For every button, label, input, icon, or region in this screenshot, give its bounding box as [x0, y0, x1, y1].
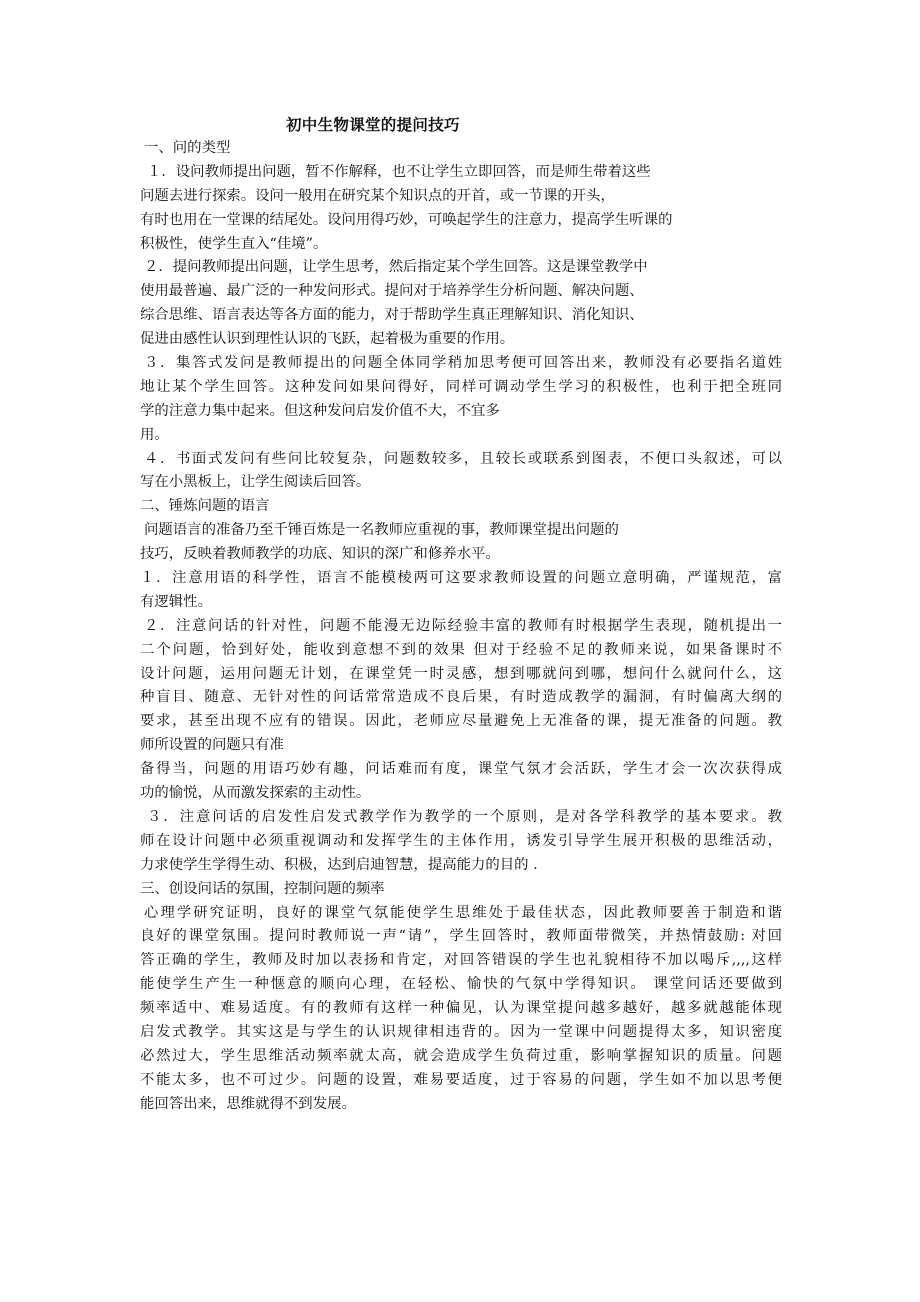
text-line: 功的愉悦，从而激发探索的主动性。: [140, 785, 371, 802]
text-line: 要求，甚至出现不应有的错误。因此，老师应尽量避免上无准备的课，提无准备的问题。教: [140, 713, 782, 730]
text-line: ２．注意问话的针对性，问题不能漫无边际经验丰富的教师有时根据学生表现，随机提出一: [144, 617, 782, 634]
text-line: 必然过大，学生思维活动频率就太高，就会造成学生负荷过重，影响掌握知识的质量。问题: [140, 1047, 782, 1064]
text-line: 备得当，问题的用语巧妙有趣，问话难而有度，课堂气氛才会活跃，学生才会一次次获得成: [140, 761, 782, 778]
text-line: 综合思维、语言表达等各方面的能力，对于帮助学生真正理解知识、消化知识、: [140, 307, 644, 324]
text-line: 地让某个学生回答。这种发问如果问得好，同样可调动学生学习的积极性，也利于把全班同: [140, 378, 782, 395]
text-line: 学的注意力集中起来。但这种发问启发价值不大，不宜多: [140, 402, 500, 419]
text-line: 问题去进行探索。设问一般用在研究某个知识点的开首，或一节课的开头，: [140, 187, 615, 204]
text-line: 设计问题，运用问题无计划，在课堂凭一时灵感，想到哪就问到哪，想问什么就问什么，这: [140, 665, 782, 682]
text-line: 能使学生产生一种惬意的顺向心理，在轻松、愉快的气氛中学得知识。 课堂问话还要做到: [140, 976, 782, 993]
text-line: 有时也用在一堂课的结尾处。设问用得巧妙，可唤起学生的注意力，提高学生听课的: [140, 211, 673, 228]
text-line: １．设问教师提出问题，暂不作解释，也不让学生立即回答，而是师生带着这些: [147, 163, 651, 180]
text-line: 二个问题，恰到好处，能收到意想不到的效果 但对于经验不足的教师来说，如果备课时不: [140, 641, 782, 658]
text-line: 良好的课堂氛围。提问时教师说一声“请”，学生回答时，教师面带微笑，并热情鼓励: 对回: [140, 928, 782, 945]
text-line: ２．提问教师提出问题，让学生思考，然后指定某个学生回答。这是课堂教学中: [144, 259, 648, 276]
text-line: 启发式教学。其实这是与学生的认识规律相违背的。因为一堂课中问题提得太多，知识密度: [140, 1023, 782, 1040]
text-line: 二、锤炼问题的语言: [140, 498, 270, 515]
text-line: 频率适中、难易适度。有的教师有这样一种偏见，认为课堂提问越多越好，越多就越能体现: [140, 1000, 782, 1017]
text-line: 不能太多，也不可过少。问题的设置，难易要适度，过于容易的问题，学生如不加以思考便: [140, 1071, 782, 1088]
text-line: 心理学研究证明，良好的课堂气氛能使学生思维处于最佳状态，因此教师要善于制造和谐: [144, 904, 782, 921]
text-line: ４．书面式发问有些问比较复杂，问题数较多，且较长或联系到图表，不便口头叙述，可以: [144, 450, 782, 467]
document-title: 初中生物课堂的提问技巧: [286, 115, 460, 134]
text-line: ３．注意问话的启发性启发式教学作为教学的一个原则，是对各学科教学的基本要求。教: [147, 808, 782, 825]
text-line: ３．集答式发问是教师提出的问题全体同学稍加思考便可回答出来，教师没有必要指名道姓: [144, 355, 782, 372]
text-line: 答正确的学生，教师及时加以表扬和肯定，对回答错误的学生也礼貌相待不加以喝斥,,,,这样: [140, 952, 782, 969]
text-line: 能回答出来，思维就得不到发展。: [140, 1095, 356, 1112]
text-line: 三、创设问话的氛围，控制问题的频率: [140, 880, 385, 897]
text-line: 种盲目、随意、无针对性的问话常常造成不良后果，有时造成教学的漏洞，有时偏离大纲的: [140, 689, 782, 706]
document-body: [140, 137, 782, 1117]
text-line: 用。: [140, 426, 169, 443]
text-line: 积极性，使学生直入“佳境”。: [140, 235, 328, 252]
text-line: 一、问的类型: [144, 140, 231, 156]
text-line: 使用最普遍、最广泛的一种发问形式。提问对于培养学生分析问题、解决问题、: [140, 283, 644, 300]
text-line: 有逻辑性。: [140, 593, 212, 610]
text-line: 师所设置的问题只有准: [140, 737, 284, 754]
text-line: 技巧，反映着教师教学的功底、知识的深广和修养水平。: [140, 546, 500, 563]
text-line: 力求使学生学得生动、积极，达到启迪智慧，提高能力的目的 .: [140, 856, 538, 873]
text-line: 促进由感性认识到理性认识的飞跃，起着极为重要的作用。: [140, 331, 515, 348]
text-line: 写在小黑板上，让学生阅读后回答。: [140, 474, 371, 491]
text-line: 师在设计问题中必须重视调动和发挥学生的主体作用，诱发引导学生展开积极的思维活动，: [140, 832, 782, 849]
text-line: １．注意用语的科学性，语言不能模棱两可这要求教师设置的问题立意明确，严谨规范，富: [140, 570, 782, 587]
text-line: 问题语言的准备乃至千锤百炼是一名教师应重视的事，教师课堂提出问题的: [144, 522, 619, 539]
